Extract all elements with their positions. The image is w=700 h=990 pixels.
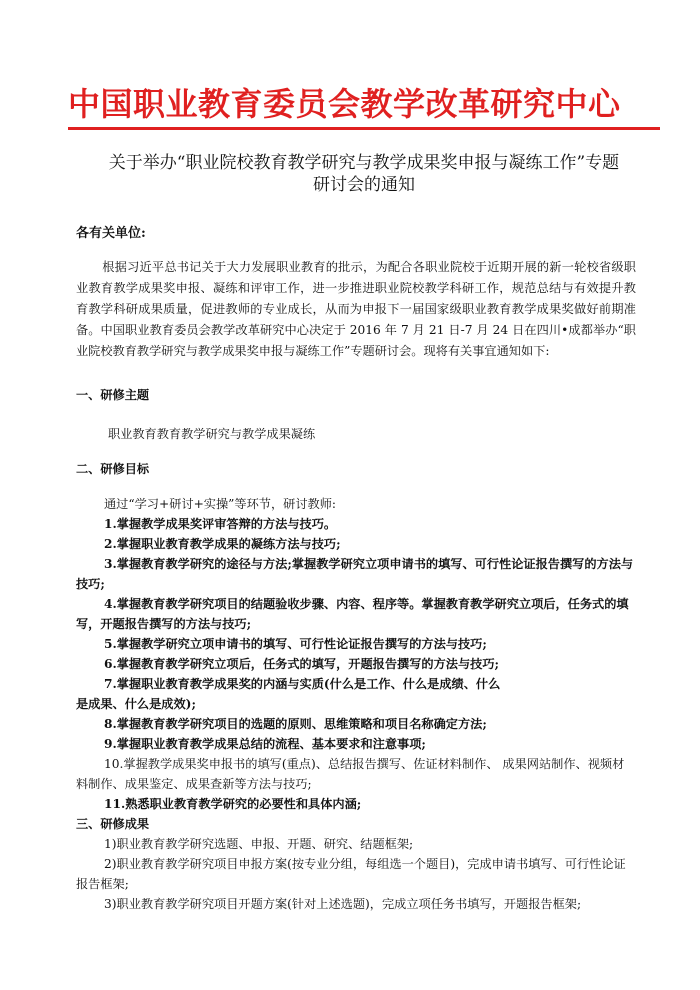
salutation: 各有关单位: — [76, 226, 146, 241]
outcome-item-1: 1)职业教育教学研究选题、申报、开题、研究、结题框架; — [104, 837, 414, 851]
outcome-item-3: 3)职业教育教学研究项目开题方案(针对上述选题)，完成立项任务书填写，开题报告框架; — [104, 897, 582, 911]
organization-header: 中国职业教育委员会教学改革研究中心 — [68, 85, 621, 123]
document-title-line-2: 研讨会的通知 — [313, 175, 415, 195]
section-2-body — [76, 494, 636, 914]
goal-item-1: 1.掌握教学成果奖评审答辩的方法与技巧。 — [104, 517, 337, 531]
goal-item-11: 11.熟悉职业教育教学研究的必要性和具体内涵; — [104, 797, 362, 811]
goal-item-7: 7.掌握职业教育教学成果奖的内涵与实质(什么是工作、什么是成绩、什么 — [104, 677, 501, 691]
section-1-heading: 一、研修主题 — [76, 388, 150, 402]
goal-item-5: 5.掌握教学研究立项申请书的填写、可行性论证报告撰写的方法与技巧; — [104, 637, 487, 651]
outcome-item-2: 2)职业教育教学研究项目申报方案(按专业分组，每组选一个题目)，完成申请书填写、可行性论证报告框架; — [76, 857, 626, 891]
goal-item-6: 6.掌握教育教学研究立项后，任务式的填写，开题报告撰写的方法与技巧; — [104, 657, 500, 671]
document-title-line-1: 关于举办“职业院校教育教学研究与教学成果奖申报与凝练工作”专题 — [108, 153, 620, 173]
goal-item-9: 9.掌握职业教育教学成果总结的流程、基本要求和注意事项; — [104, 737, 426, 751]
section-2-lead: 通过“学习+研讨+实操”等环节，研讨教师: — [104, 497, 336, 511]
section-3-heading: 三、研修成果 — [76, 817, 150, 831]
section-2-heading: 二、研修目标 — [76, 462, 150, 476]
goal-item-3: 3.掌握教育教学研究的途径与方法;掌握教学研究立项申请书的填写、可行性论证报告撰写的方法与技巧; — [76, 557, 634, 591]
intro-paragraph — [76, 257, 636, 362]
section-1-theme: 职业教育教育教学研究与教学成果凝练 — [108, 427, 316, 441]
goal-item-4: 4.掌握教育教学研究项目的结题验收步骤、内容、程序等。掌握教育教学研究立项后，任务式的填写，开题报告撰写的方法与技巧; — [76, 597, 629, 631]
goal-item-2: 2.掌握职业教育教学成果的凝练方法与技巧; — [104, 537, 341, 551]
goal-item-8: 8.掌握教育教学研究项目的选题的原则、思维策略和项目名称确定方法; — [104, 717, 487, 731]
intro-text: 根据习近平总书记关于大力发展职业教育的批示，为配合各职业院校于近期开展的新一轮校省级职业教育教学成果奖申报、凝练和评审工作，进一步推进职业院校教学科研工作，规范总结与有效提升教育教学科研成果质量，促进教师的专业成长，从而为申报下一届国家级职业教育教学成果奖做好前期准备。中国职业教育委员会教学改革研究中心决定于 2016 年 7 月 21 日-7 月 24 日在四川•成都举办“职业院校教育教学研究与教学成果奖申报与凝练工作”专题研讨会。现将有关事宜通知如下: — [76, 260, 636, 358]
goal-item-10: 10.掌握教学成果奖申报书的填写(重点)、总结报告撰写、佐证材料制作、 成果网站制作、视频材料制作、成果鉴定、成果查新等方法与技巧; — [76, 757, 625, 791]
document-title — [66, 152, 662, 196]
goal-item-7-continued: 是成果、什么是成效); — [76, 697, 196, 711]
header-divider — [68, 127, 660, 130]
